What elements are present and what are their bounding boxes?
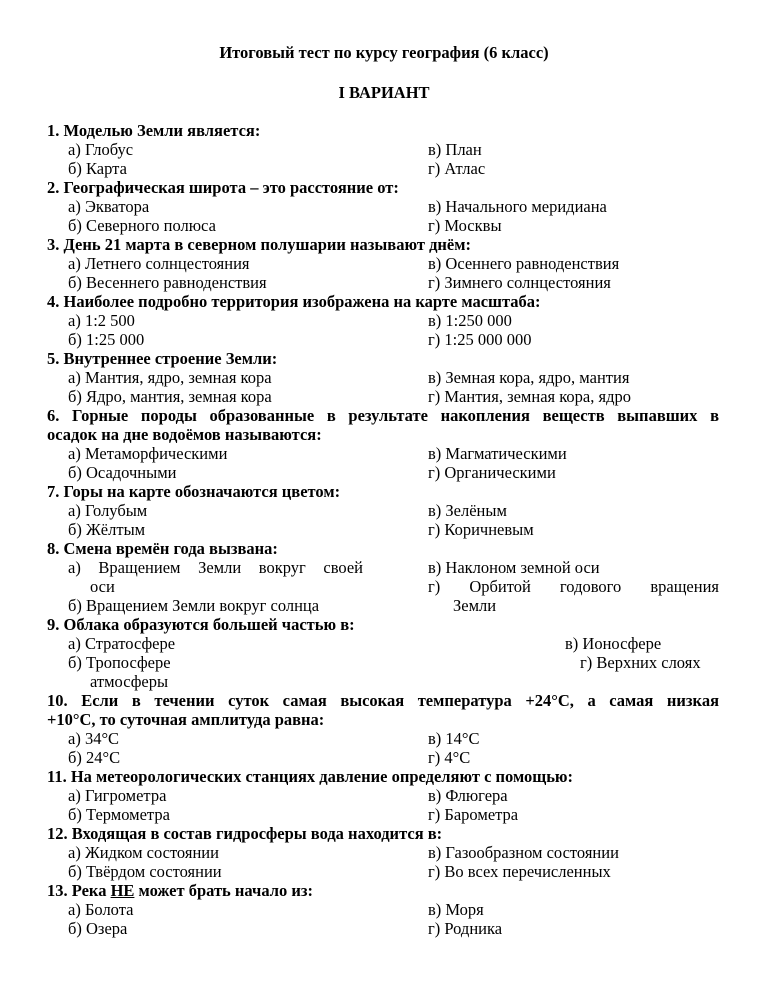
question-9: 9. Облака образуются большей частью в: — [47, 615, 355, 634]
answer-3v: в) Осеннего равноденствия — [428, 254, 620, 273]
question-8: 8. Смена времён года вызвана: — [47, 539, 278, 558]
answer-13g: г) Родника — [428, 919, 503, 938]
answer-10v: в) 14°С — [428, 729, 480, 748]
answer-8g-line2: Земли — [453, 596, 497, 615]
answer-3b: б) Весеннего равноденствия — [68, 273, 267, 292]
answer-11a: а) Гигрометра — [68, 786, 167, 805]
answer-7a: а) Голубым — [68, 501, 148, 520]
question-13-emphasis: НЕ — [110, 881, 135, 900]
answer-1b: б) Карта — [68, 159, 127, 178]
answer-6g: г) Органическими — [428, 463, 556, 482]
answer-2a: а) Экватора — [68, 197, 150, 216]
question-7: 7. Горы на карте обозначаются цветом: — [47, 482, 341, 501]
variant-heading: I ВАРИАНТ — [338, 83, 430, 102]
answer-2b: б) Северного полюса — [68, 216, 216, 235]
question-13 — [47, 881, 313, 900]
answer-9g: г) Верхних слоях — [580, 653, 701, 672]
answer-4v: в) 1:250 000 — [428, 311, 512, 330]
answer-9a: а) Стратосфере — [68, 634, 176, 653]
answer-1a: а) Глобус — [68, 140, 134, 159]
question-13-pre: 13. Река — [47, 881, 107, 900]
answer-9b: б) Тропосфере — [68, 653, 171, 672]
answer-8g-line1: г) Орбитой годового вращения — [428, 577, 719, 596]
question-10-line2: +10°С, то суточная амплитуда равна: — [47, 710, 325, 729]
answer-1v: в) План — [428, 140, 482, 159]
answer-11b: б) Термометра — [68, 805, 170, 824]
answer-4g: г) 1:25 000 000 — [428, 330, 532, 349]
answer-8b: б) Вращением Земли вокруг солнца — [68, 596, 320, 615]
answer-4a: а) 1:2 500 — [68, 311, 135, 330]
answer-7b: б) Жёлтым — [68, 520, 146, 539]
answer-6v: в) Магматическими — [428, 444, 567, 463]
answer-7g: г) Коричневым — [428, 520, 534, 539]
answer-3a: а) Летнего солнцестояния — [68, 254, 250, 273]
question-1: 1. Моделью Земли является: — [47, 121, 261, 140]
answer-10b: б) 24°С — [68, 748, 121, 767]
answer-12v: в) Газообразном состоянии — [428, 843, 619, 862]
question-13-post: может брать начало из: — [138, 881, 313, 900]
answer-12g: г) Во всех перечисленных — [428, 862, 611, 881]
question-10-line1: 10. Если в течении суток самая высокая температура +24°С, а самая низкая — [47, 691, 719, 710]
answer-6a: а) Метаморфическими — [68, 444, 228, 463]
question-6-line1: 6. Горные породы образованные в результате накопления веществ выпавших в — [47, 406, 719, 425]
answer-2g: г) Москвы — [428, 216, 502, 235]
answer-5g: г) Мантия, земная кора, ядро — [428, 387, 631, 406]
answer-9g-line2: атмосферы — [90, 672, 169, 691]
question-11: 11. На метеорологических станциях давление определяют с помощью: — [47, 767, 574, 786]
answer-9v: в) Ионосфере — [565, 634, 662, 653]
answer-6b: б) Осадочными — [68, 463, 177, 482]
question-6-line2: осадок на дне водоёмов называются: — [47, 425, 322, 444]
answer-12b: б) Твёрдом состоянии — [68, 862, 222, 881]
question-4: 4. Наиболее подробно территория изображена на карте масштаба: — [47, 292, 541, 311]
answer-13b: б) Озера — [68, 919, 128, 938]
answer-13a: а) Болота — [68, 900, 134, 919]
answer-3g: г) Зимнего солнцестояния — [428, 273, 611, 292]
answer-7v: в) Зелёным — [428, 501, 507, 520]
answer-8a-line1: а) Вращением Земли вокруг своей — [68, 558, 363, 577]
answer-8a-line2: оси — [90, 577, 115, 596]
answer-10a: а) 34°С — [68, 729, 120, 748]
answer-2v: в) Начального меридиана — [428, 197, 607, 216]
question-3: 3. День 21 марта в северном полушарии называют днём: — [47, 235, 471, 254]
page-title: Итоговый тест по курсу география (6 класс) — [219, 43, 549, 62]
answer-8v: в) Наклоном земной оси — [428, 558, 600, 577]
question-12: 12. Входящая в состав гидросферы вода находится в: — [47, 824, 443, 843]
answer-5b: б) Ядро, мантия, земная кора — [68, 387, 272, 406]
answer-5a: а) Мантия, ядро, земная кора — [68, 368, 272, 387]
answer-4b: б) 1:25 000 — [68, 330, 145, 349]
answer-13v: в) Моря — [428, 900, 484, 919]
answer-11g: г) Барометра — [428, 805, 519, 824]
answer-5v: в) Земная кора, ядро, мантия — [428, 368, 630, 387]
answer-10g: г) 4°С — [428, 748, 471, 767]
answer-1g: г) Атлас — [428, 159, 486, 178]
answer-11v: в) Флюгера — [428, 786, 508, 805]
question-5: 5. Внутреннее строение Земли: — [47, 349, 278, 368]
answer-12a: а) Жидком состоянии — [68, 843, 219, 862]
question-2: 2. Географическая широта – это расстояние от: — [47, 178, 399, 197]
